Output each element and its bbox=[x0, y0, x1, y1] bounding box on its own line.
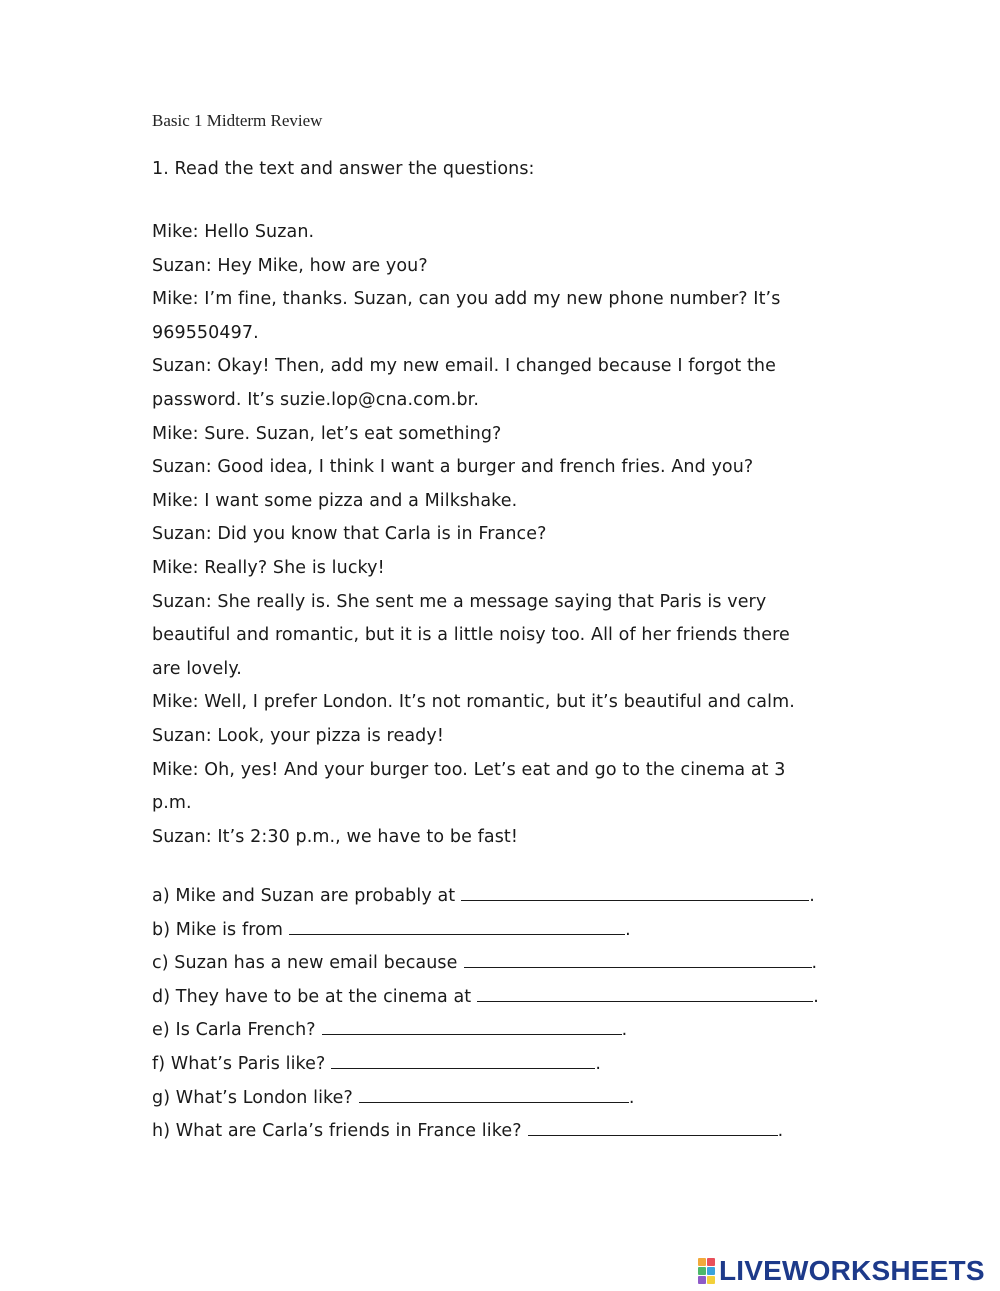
instruction-text: 1. Read the text and answer the questions: bbox=[152, 159, 535, 179]
logo-tile bbox=[698, 1267, 706, 1275]
logo-text: LIVEWORKSHEETS bbox=[719, 1255, 985, 1286]
question-g bbox=[152, 1082, 852, 1116]
dialogue-line: are lovely. bbox=[152, 658, 242, 679]
dialogue-line: Mike: I’m fine, thanks. Suzan, can you add my new phone number? It’s bbox=[152, 289, 781, 310]
dialogue-line: beautiful and romantic, but it is a little noisy too. All of her friends there bbox=[152, 625, 790, 646]
answer-blank[interactable] bbox=[528, 1119, 778, 1136]
question-end: . bbox=[628, 1087, 635, 1108]
question-end: . bbox=[777, 1121, 784, 1142]
question-h bbox=[152, 1115, 852, 1149]
logo-tile bbox=[707, 1267, 715, 1275]
dialogue-line: Mike: Oh, yes! And your burger too. Let’s eat and go to the cinema at 3 bbox=[152, 759, 786, 780]
question-list bbox=[152, 880, 852, 1149]
dialogue-line: Suzan: Good idea, I think I want a burger and french fries. And you? bbox=[152, 457, 754, 478]
dialogue-line: Suzan: Did you know that Carla is in France? bbox=[152, 524, 547, 545]
answer-blank[interactable] bbox=[359, 1086, 629, 1103]
question-end: . bbox=[595, 1053, 602, 1074]
question-text: f) What’s Paris like? bbox=[152, 1053, 326, 1074]
dialogue-line: Suzan: Okay! Then, add my new email. I changed because I forgot the bbox=[152, 356, 776, 377]
logo-grid-icon bbox=[698, 1258, 715, 1284]
question-c bbox=[152, 947, 852, 981]
dialogue-line: password. It’s suzie.lop@cna.com.br. bbox=[152, 389, 480, 410]
logo-tile bbox=[698, 1258, 706, 1266]
question-text: d) They have to be at the cinema at bbox=[152, 986, 472, 1007]
question-text: e) Is Carla French? bbox=[152, 1020, 316, 1041]
dialogue-line: Suzan: Look, your pizza is ready! bbox=[152, 725, 444, 746]
answer-blank[interactable] bbox=[289, 918, 625, 935]
answer-blank[interactable] bbox=[477, 985, 813, 1002]
question-end: . bbox=[811, 953, 818, 974]
dialogue-line: Suzan: She really is. She sent me a message saying that Paris is very bbox=[152, 591, 767, 612]
question-end: . bbox=[813, 986, 819, 1007]
dialogue-line: Mike: Hello Suzan. bbox=[152, 222, 315, 242]
question-e bbox=[152, 1014, 852, 1048]
question-text: c) Suzan has a new email because bbox=[152, 953, 458, 974]
logo-tile bbox=[698, 1276, 706, 1284]
question-a bbox=[152, 880, 852, 914]
question-end: . bbox=[621, 1020, 628, 1041]
dialogue-line: p.m. bbox=[152, 793, 192, 814]
question-text: a) Mike and Suzan are probably at bbox=[152, 886, 456, 906]
dialogue-text bbox=[152, 216, 852, 854]
dialogue-line: Suzan: It’s 2:30 p.m., we have to be fast! bbox=[152, 826, 518, 847]
logo-tile bbox=[707, 1276, 715, 1284]
question-text: g) What’s London like? bbox=[152, 1087, 353, 1108]
document-title: Basic 1 Midterm Review bbox=[152, 111, 323, 130]
logo-tile bbox=[707, 1258, 715, 1266]
question-text: b) Mike is from bbox=[152, 919, 284, 940]
question-b bbox=[152, 914, 852, 948]
question-text: h) What are Carla’s friends in France like? bbox=[152, 1121, 522, 1142]
dialogue-line: Mike: I want some pizza and a Milkshake. bbox=[152, 490, 518, 511]
dialogue-line: Suzan: Hey Mike, how are you? bbox=[152, 255, 428, 276]
answer-blank[interactable] bbox=[464, 951, 812, 968]
question-end: . bbox=[809, 886, 815, 906]
dialogue-line: Mike: Really? She is lucky! bbox=[152, 557, 385, 578]
answer-blank[interactable] bbox=[461, 884, 809, 901]
dialogue-line: Mike: Well, I prefer London. It’s not romantic, but it’s beautiful and calm. bbox=[152, 692, 795, 713]
dialogue-line: Mike: Sure. Suzan, let’s eat something? bbox=[152, 423, 502, 444]
question-f bbox=[152, 1048, 852, 1082]
liveworksheets-logo bbox=[698, 1256, 985, 1286]
answer-blank[interactable] bbox=[331, 1052, 595, 1069]
answer-blank[interactable] bbox=[322, 1018, 622, 1035]
dialogue-line: 969550497. bbox=[152, 322, 259, 343]
question-d bbox=[152, 981, 852, 1015]
question-end: . bbox=[625, 919, 631, 940]
